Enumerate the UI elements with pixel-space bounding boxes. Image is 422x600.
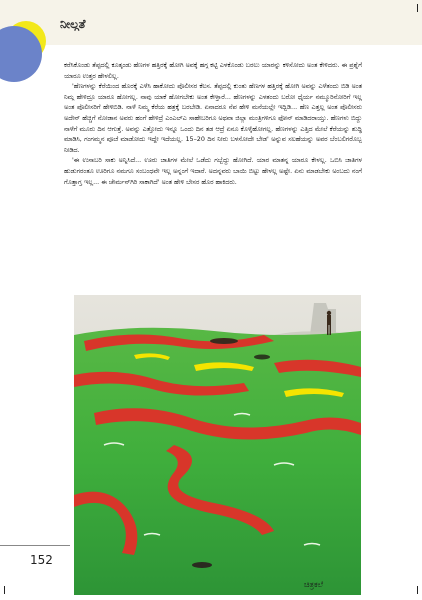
section-title: ನೀಲ್ಗತೆ bbox=[60, 17, 86, 31]
floating-body bbox=[192, 562, 212, 568]
crop-mark bbox=[417, 4, 418, 12]
paragraph: ಕರೆಸಿಕೊಂಡು ತೆಪ್ಪದಲ್ಲಿ ಕೂತ್ಕಂಡು ಹೆಣಗಳ ಹತ್ತಿರಕ್ಕೆ ಹೋಗಿ ಅವಕ್ಕೆ ಹಗ್ಗ ಕಟ್ಟಿ ಎಳಕೊಂಡು ಬರಲು ಯಾರನ್ನು ಕಳಿಸೋದು ಅಂತ ಕೇಳಿದರು. ಈ ಪ್ರಶ್ನೆಗೆ ಯಾರೂ ಉತ್ತರ ಹೇಳಲಿಲ್ಲ. bbox=[64, 61, 362, 80]
body-text bbox=[64, 60, 362, 187]
floating-body bbox=[210, 338, 238, 344]
lake-illustration bbox=[74, 295, 361, 595]
footer-rule bbox=[0, 545, 70, 546]
page-number: 152 bbox=[30, 553, 53, 567]
artist-signature: ಚಿತ್ರಕಲೆ bbox=[304, 580, 324, 589]
paragraph: 'ಹೆಣಗಳನ್ನು ಕೆರೆಯಿಂದ ಹೊರಕ್ಕೆ ಎಳೆಸಿ ಹಾಕೋದು ಪೊಲೀಸರ ಕೆಲಸ. ತೆಪ್ಪದಲ್ಲಿ ಕುಂತು ಹೆಣಗಳ ಹತ್ತಿರಕ್ಕೆ ಹೋಗಿ ಅವನ್ನು ಎಳೆತಂದು ಬಿಡಿ ಅಂತ ನಿಮ್ಗ ಹೇಳಿದ್ರೂ ಯಾರೂ ಹೋಗಲ್ಲ. ನಾವು ಯಾಕೆ ಹೋಗಬೇಕು ಅಂತ ಕೇಳ್ತಾರೆ... ಹೆಣಗಳನ್ನು ಎಳತಂದು ಬರೋ ಧೈರ್ಯ ನಮ್ಮೂರಿನೋರಿಗೆ ಇಲ್ಲ ಅಂತ ಪೊಲೀಸರಿಗೆ ಹೇಳಿಬಿಡಿ. ನಾಳೆ ನಿಮ್ಮ ಕೆರೆಯ ಹತ್ರಕ್ಕೆ ಬರಬೇಡಿ. ಏನಾದರೂ ನೆಪ ಹೇಳಿ ಮನೆಯಲ್ಲೇ ಇದ್ಬಿಡಿ... ಹೆಣ ಎತ್ತಲ್ಲ ಅಂತ ಪೊಲೀಸರು ಅದೇನ್ ಹೆಚ್ಚಿಗೆ ನೋಡಾನ ಅವರು ಹಂಗೆ ಹೇಳಿದ್ರೆ ಎಂಎಲ್ಎ ಸಾಹೇಬರಿಗೂ ಅಥವಾ ಜಿಲ್ಲಾ ಮಂತ್ರಿಗಳಿಗೂ ಫೋನ್ ಮಾಡಿದರಾಯ್ತು. ಹೆಣಗಳು ಬಿದ್ದು ನಾಳೆಗೆ ಮೂರು ದಿನ ಆಗುತ್ತೆ. ಅವನ್ನು ಎತ್ತೋದು ಇನ್ನೂ ಒಂದು ದಿನ ತಡ ಆದ್ರೆ ಏನೂ ಕೊಳ್ಕೆಹೋಗಲ್ಲ. ಹೆಣಗಳನ್ನು ಎತ್ತಿದ ಮೇಲೆ ಕೆರೆಯನ್ನು ಶುದ್ಧಿ ಮಾಡಿಸಿ, ಗಂಗಮ್ಮನ ಪೂಜೆ ಮಾಡೋದು ಇದ್ದೇ ಇದೆಯಲ್ಲ. 15–20 ದಿನ ನೀರು ಬಳಸೋದೇ ಬೇಡ' ಅನ್ನುವ ಸಲಹೆಯನ್ನು ಅವರ ಬೆಂಬಲಿಗರೊಬ್ಬ ನೀಡಿದ. bbox=[64, 82, 362, 154]
crop-mark bbox=[4, 586, 5, 594]
decorative-circles bbox=[0, 0, 60, 90]
floating-body bbox=[254, 355, 270, 360]
paragraph: 'ಈ ಉಸಾಬರಿ ಸಾಕು ಅನ್ನಿಸಿದೆ... ಊರು ಜಾತಿಗಳ ಮೇಲೆ ಒಡೆದು ಗಬ್ಬೆದ್ದು ಹೋಗಿದೆ. ಯಾರ ಮಾತನ್ನ ಯಾರೂ ಕೇಳಲ್ಲ. ಒಬಿಸಿ ಜಾತಿಗಳ ಹುಡುಗರಂತೂ ಊರಿಗೂ ನಮಗೂ ಸಂಬಂಧವೇ ಇಲ್ಲ ಅನ್ನಂಗೆ ಇದಾರೆ. ಅದನ್ನವರು ಬಾಯಿ ಬಿಟ್ಟು ಹೇಳಲ್ಲ ಅಷ್ಟೇ. ಏನು ಮಾಡಬೇಕು ಅಂಬದು ನಂಗೆ ಗೊತ್ತಾಗ್ತ ಇಲ್ಲ... ಈ ಚೇರ್ಮನ್‌ಗಿರಿ ಸಾಕಾಗಿದೆ' ಅಂತ ಹೇಳಿ ಬೇಸರ ಹೊರ ಹಾಕಿದರು. bbox=[64, 156, 362, 186]
crop-mark bbox=[417, 586, 418, 594]
